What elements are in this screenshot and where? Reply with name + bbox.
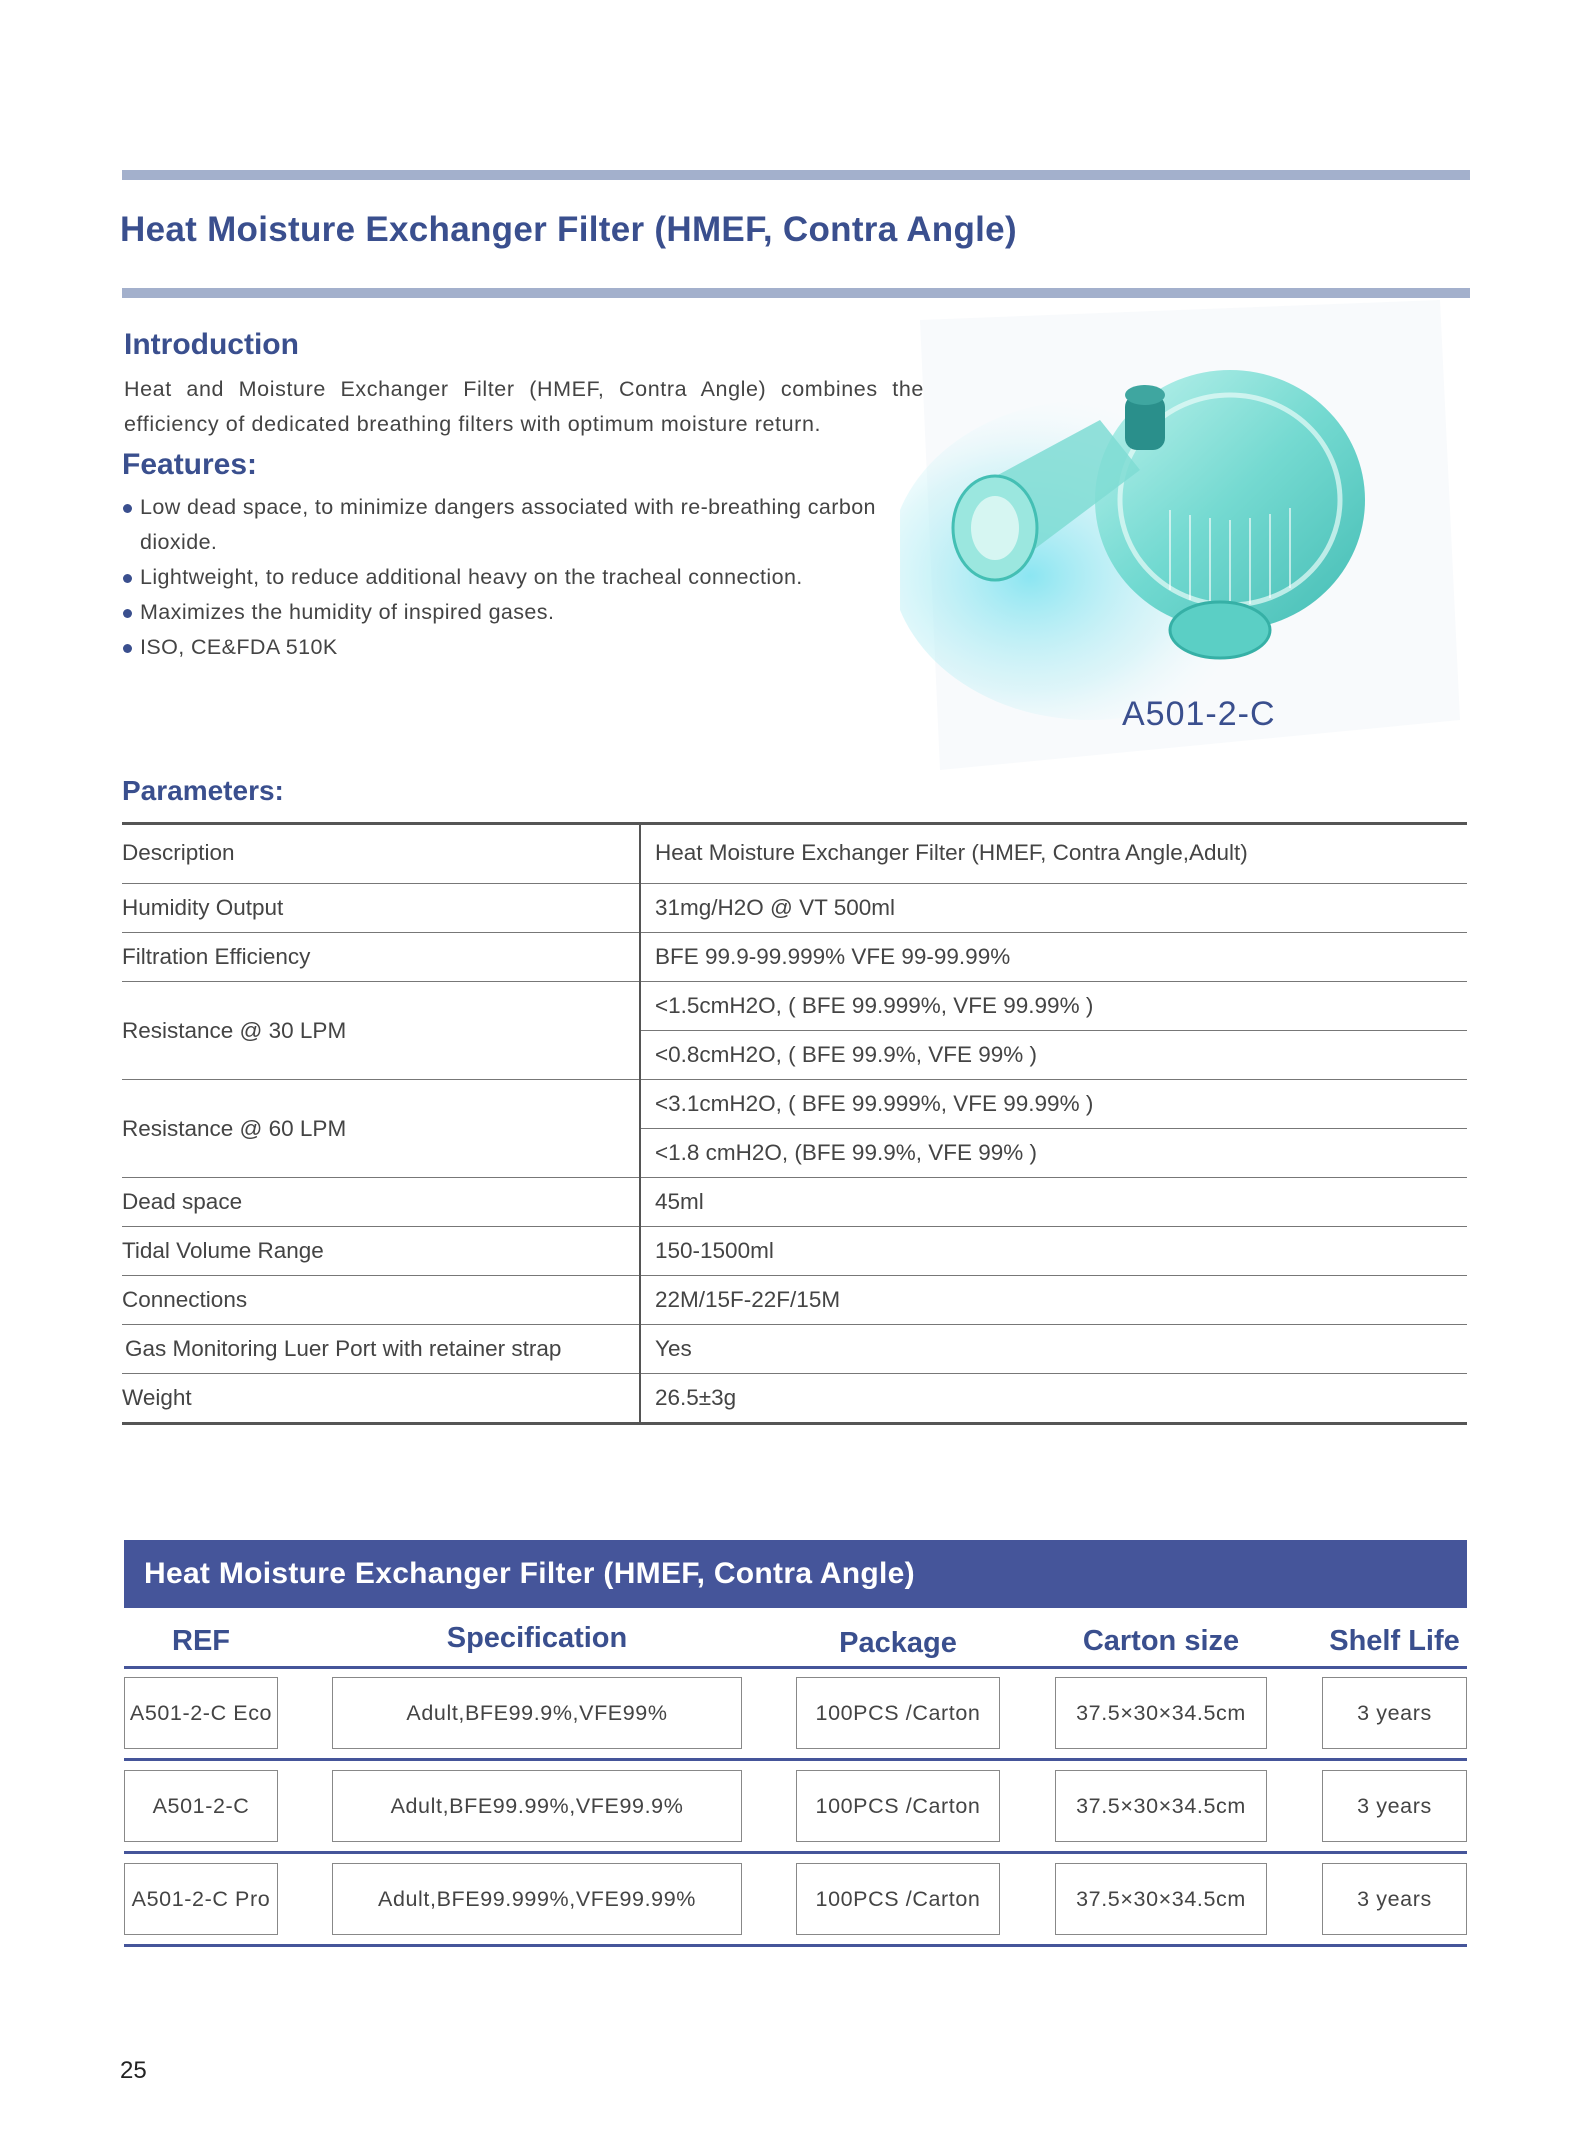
features-heading: Features:	[122, 448, 258, 481]
param-key: Connections	[122, 1276, 640, 1325]
introduction-text: Heat and Moisture Exchanger Filter (HMEF, Contra Angle) combines the efficiency of dedicated breathing filters with optimum moisture return.	[124, 377, 924, 436]
param-key: Filtration Efficiency	[122, 933, 640, 982]
order-ref-cell: A501-2-C	[124, 1770, 278, 1842]
param-key: Dead space	[122, 1178, 640, 1227]
parameters-heading: Parameters:	[122, 775, 284, 806]
table-row	[122, 1374, 1467, 1424]
table-row	[122, 933, 1467, 982]
features-list	[120, 490, 940, 665]
table-row	[122, 1227, 1467, 1276]
param-value: Yes	[640, 1325, 1467, 1374]
row-divider	[124, 1758, 1467, 1761]
param-key: Humidity Output	[122, 884, 640, 933]
param-value: <3.1cmH2O, ( BFE 99.999%, VFE 99.99% )	[640, 1080, 1467, 1129]
order-table-banner: Heat Moisture Exchanger Filter (HMEF, Contra Angle)	[124, 1540, 1467, 1608]
order-shelf-life-cell: 3 years	[1322, 1770, 1467, 1842]
order-ref-cell: A501-2-C Eco	[124, 1677, 278, 1749]
page-title: Heat Moisture Exchanger Filter (HMEF, Contra Angle)	[120, 210, 1017, 249]
order-spec-cell: Adult,BFE99.99%,VFE99.9%	[332, 1770, 742, 1842]
product-model-label: A501-2-C	[1122, 695, 1276, 733]
order-shelf-life-cell: 3 years	[1322, 1863, 1467, 1935]
table-row	[122, 982, 1467, 1031]
column-header-carton-size: Carton size	[1082, 1625, 1240, 1657]
order-carton-cell: 37.5×30×34.5cm	[1055, 1770, 1267, 1842]
param-value: <1.5cmH2O, ( BFE 99.999%, VFE 99.99% )	[640, 982, 1467, 1031]
order-spec-cell: Adult,BFE99.999%,VFE99.99%	[332, 1863, 742, 1935]
param-value: 22M/15F-22F/15M	[640, 1276, 1467, 1325]
introduction-heading: Introduction	[124, 328, 299, 361]
parameters-table	[122, 823, 1467, 1425]
table-row	[122, 1178, 1467, 1227]
feature-item: Lightweight, to reduce additional heavy on the tracheal connection.	[120, 560, 940, 595]
param-key: Resistance @ 60 LPM	[122, 1080, 640, 1178]
table-row	[122, 1276, 1467, 1325]
param-value: 150-1500ml	[640, 1227, 1467, 1276]
table-row	[122, 1080, 1467, 1129]
top-rule	[122, 170, 1470, 180]
header-divider	[124, 1666, 1467, 1669]
param-key: Gas Monitoring Luer Port with retainer strap	[122, 1325, 640, 1374]
order-carton-cell: 37.5×30×34.5cm	[1055, 1677, 1267, 1749]
column-header-package: Package	[839, 1627, 957, 1659]
feature-item: ISO, CE&FDA 510K	[120, 630, 940, 665]
title-rule	[122, 288, 1470, 298]
param-key: Resistance @ 30 LPM	[122, 982, 640, 1080]
feature-item: Maximizes the humidity of inspired gases.	[120, 595, 940, 630]
table-row	[122, 884, 1467, 933]
order-package-cell: 100PCS /Carton	[796, 1770, 1000, 1842]
column-header-ref: REF	[172, 1625, 230, 1657]
order-shelf-life-cell: 3 years	[1322, 1677, 1467, 1749]
table-row	[122, 823, 1467, 884]
param-value: 26.5±3g	[640, 1374, 1467, 1424]
table-bottom-border	[124, 1944, 1467, 1947]
param-value: BFE 99.9-99.999% VFE 99-99.99%	[640, 933, 1467, 982]
param-value: <1.8 cmH2O, (BFE 99.9%, VFE 99% )	[640, 1129, 1467, 1178]
param-value: <0.8cmH2O, ( BFE 99.9%, VFE 99% )	[640, 1031, 1467, 1080]
param-key: Tidal Volume Range	[122, 1227, 640, 1276]
param-key: Description	[122, 823, 640, 884]
column-header-shelf-life: Shelf Life	[1329, 1625, 1460, 1657]
param-value: 45ml	[640, 1178, 1467, 1227]
order-carton-cell: 37.5×30×34.5cm	[1055, 1863, 1267, 1935]
feature-item: Low dead space, to minimize dangers associated with re-breathing carbon dioxide.	[120, 490, 940, 560]
param-key: Weight	[122, 1374, 640, 1424]
table-row	[122, 1325, 1467, 1374]
order-ref-cell: A501-2-C Pro	[124, 1863, 278, 1935]
row-divider	[124, 1851, 1467, 1854]
order-spec-cell: Adult,BFE99.9%,VFE99%	[332, 1677, 742, 1749]
param-value: Heat Moisture Exchanger Filter (HMEF, Contra Angle,Adult)	[640, 823, 1467, 884]
order-package-cell: 100PCS /Carton	[796, 1677, 1000, 1749]
page-number: 25	[120, 2057, 147, 2084]
param-value: 31mg/H2O @ VT 500ml	[640, 884, 1467, 933]
order-package-cell: 100PCS /Carton	[796, 1863, 1000, 1935]
column-header-specification: Specification	[446, 1622, 628, 1654]
